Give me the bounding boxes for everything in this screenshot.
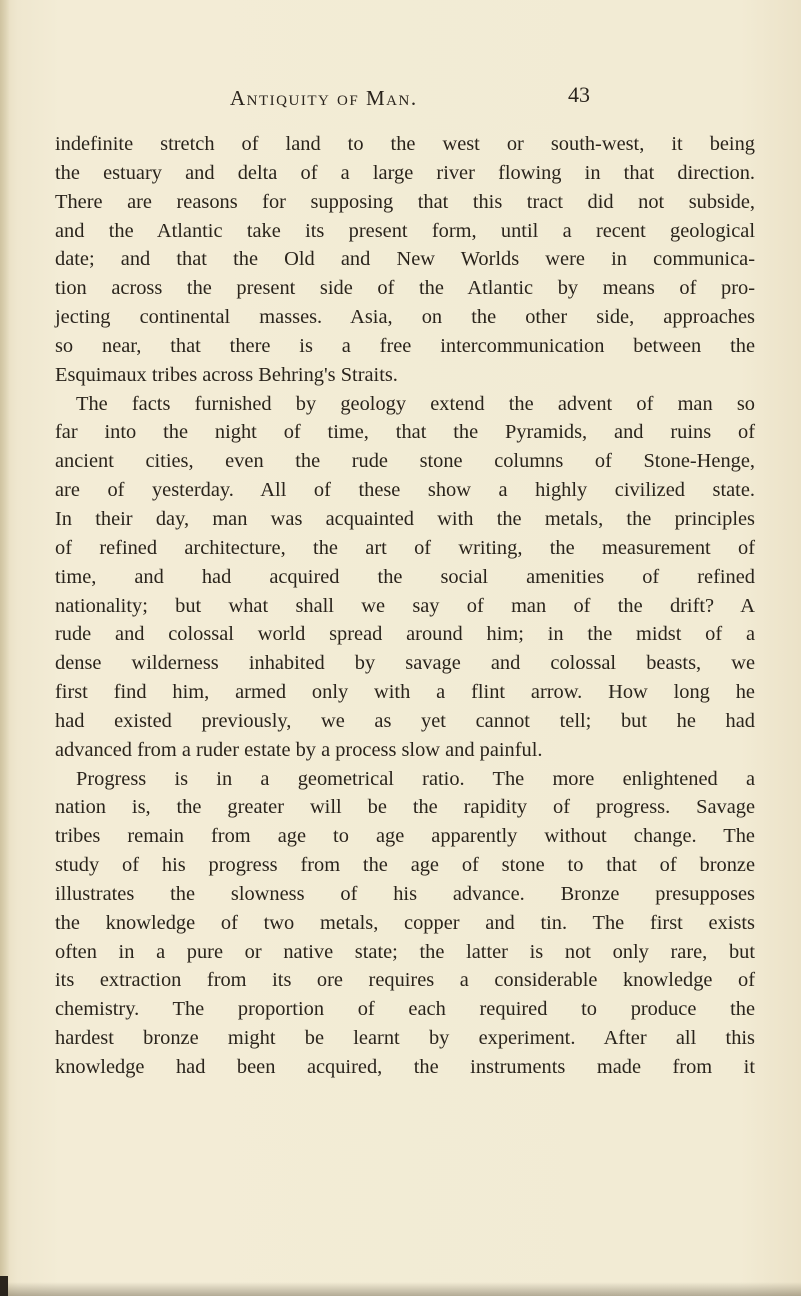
text-line: the estuary and delta of a large river flowing in that direction. [55, 161, 755, 184]
text-line: and the Atlantic take its present form, until a recent geological [55, 219, 755, 242]
text-line: dense wilderness inhabited by savage and colossal beasts, we [55, 652, 755, 675]
text-line: tion across the present side of the Atlantic by means of pro- [55, 277, 755, 300]
text-line: illustrates the slowness of his advance. Bronze presupposes [55, 882, 755, 905]
text-line: jecting continental masses. Asia, on the other side, approaches [55, 306, 755, 329]
running-head [230, 82, 590, 112]
text-line: indefinite stretch of land to the west or south-west, it being [55, 133, 755, 155]
text-line: of refined architecture, the art of writing, the measurement of [55, 536, 755, 559]
text-line: Esquimaux tribes across Behring's Straits. [55, 363, 398, 386]
text-line: first find him, armed only with a flint arrow. How long he [55, 681, 755, 704]
page-gutter-shadow [0, 0, 10, 1296]
text-line: In their day, man was acquainted with the metals, the principles [55, 507, 755, 530]
text-line: Progress is in a geometrical ratio. The more enlightened a [76, 767, 755, 790]
text-line: often in a pure or native state; the latter is not only rare, but [55, 940, 755, 963]
text-line: study of his progress from the age of stone to that of bronze [55, 854, 755, 877]
text-line: far into the night of time, that the Pyramids, and ruins of [55, 421, 755, 444]
text-line: hardest bronze might be learnt by experiment. After all this [55, 1027, 755, 1050]
text-line: time, and had acquired the social amenities of refined [55, 565, 755, 588]
text-line: its extraction from its ore requires a considerable knowledge of [55, 969, 755, 992]
text-line: so near, that there is a free intercommunication between the [55, 334, 755, 357]
page-number: 43 [568, 82, 590, 107]
text-line: date; and that the Old and New Worlds were in communica- [55, 248, 755, 271]
running-title: Antiquity of Man. [230, 86, 418, 110]
text-line: knowledge had been acquired, the instruments made from it [55, 1056, 755, 1078]
text-line: tribes remain from age to age apparently without change. The [55, 825, 755, 848]
text-line: chemistry. The proportion of each required to produce the [55, 998, 755, 1021]
text-line: had existed previously, we as yet cannot tell; but he had [55, 709, 755, 732]
page-bottom-edge [0, 1282, 801, 1296]
text-line: The facts furnished by geology extend the advent of man so [76, 392, 755, 415]
body-text [55, 130, 755, 1082]
text-line: are of yesterday. All of these show a highly civilized state. [55, 479, 755, 502]
binding-edge-mark [0, 1276, 8, 1296]
text-line: nationality; but what shall we say of man of the drift? A [55, 594, 755, 617]
text-line: nation is, the greater will be the rapidity of progress. Savage [55, 796, 755, 819]
text-line: ancient cities, even the rude stone columns of Stone-Henge, [55, 450, 755, 473]
text-line: rude and colossal world spread around him; in the midst of a [55, 623, 755, 646]
text-line: advanced from a ruder estate by a process slow and painful. [55, 738, 543, 761]
text-line: the knowledge of two metals, copper and tin. The first exists [55, 911, 755, 934]
text-line: There are reasons for supposing that this tract did not subside, [55, 190, 755, 213]
